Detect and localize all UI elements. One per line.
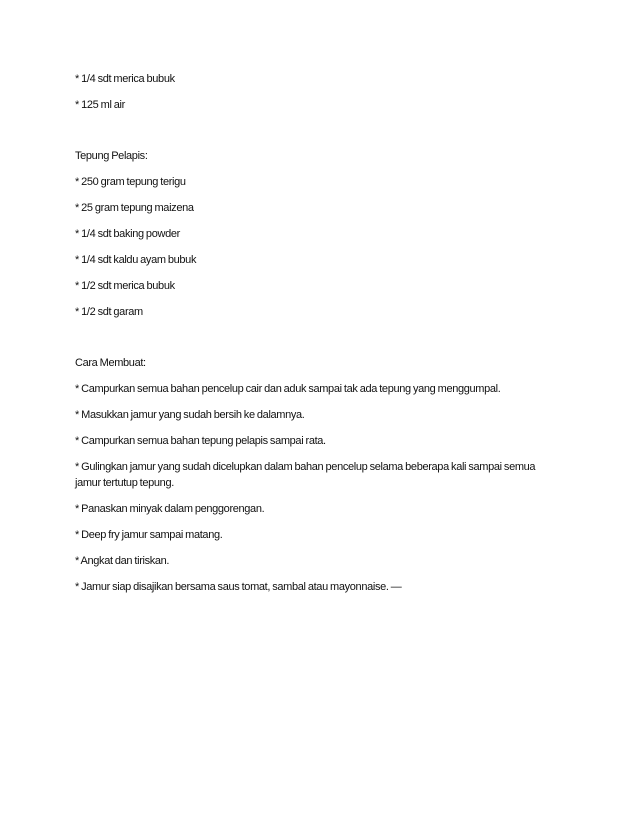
method-step-line: jamur tertutup tepung.	[75, 477, 174, 489]
coating-item: * 1/2 sdt garam	[75, 306, 143, 318]
coating-item: * 25 gram tepung maizena	[75, 202, 194, 214]
method-step-line: * Gulingkan jamur yang sudah dicelupkan dalam bahan pencelup selama beberapa kali sampai semua	[75, 461, 536, 473]
coating-item: * 1/4 sdt baking powder	[75, 228, 180, 240]
method-step: * Campurkan semua bahan pencelup cair dan aduk sampai tak ada tepung yang menggumpal.	[75, 383, 501, 395]
method-step-multiline	[75, 459, 565, 491]
method-step: * Campurkan semua bahan tepung pelapis sampai rata.	[75, 435, 326, 447]
coating-item: * 1/4 sdt kaldu ayam bubuk	[75, 254, 197, 266]
method-step: * Panaskan minyak dalam penggorengan.	[75, 503, 265, 515]
coating-item: * 250 gram tepung terigu	[75, 176, 186, 188]
coating-heading: Tepung Pelapis:	[75, 150, 148, 162]
method-step: * Masukkan jamur yang sudah bersih ke dalamnya.	[75, 409, 305, 421]
method-heading: Cara Membuat:	[75, 357, 146, 369]
method-step: * Deep fry jamur sampai matang.	[75, 529, 223, 541]
paragraph-gap	[75, 330, 565, 355]
ingredient-water: * 125 ml air	[75, 99, 125, 111]
method-step: * Jamur siap disajikan bersama saus tomat, sambal atau mayonnaise. —	[75, 581, 402, 593]
coating-item: * 1/2 sdt merica bubuk	[75, 280, 175, 292]
method-step: * Angkat dan tiriskan.	[75, 555, 170, 567]
paragraph-gap	[75, 123, 565, 148]
document-content	[75, 71, 565, 605]
ingredient-pepper: * 1/4 sdt merica bubuk	[75, 73, 175, 85]
